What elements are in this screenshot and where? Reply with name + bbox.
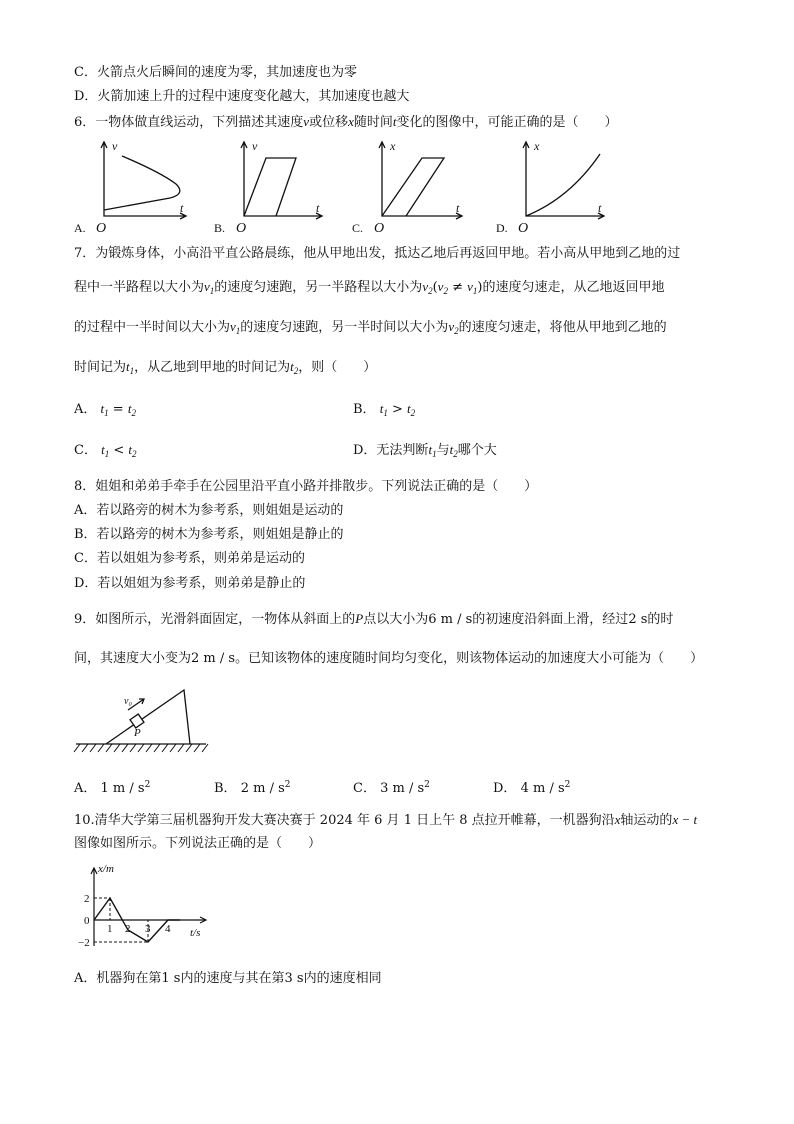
q5-option-c: C．火箭点火后瞬间的速度为零，其加速度也为零: [74, 65, 357, 80]
q10-option-a: A．机器狗在第1 s内的速度与其在第3 s内的速度相同: [74, 971, 382, 986]
graph-a-label: A.: [74, 221, 86, 235]
graph-c-label: C.: [352, 221, 364, 235]
q7-line2: 程中一半路程以大小为$v_1$的速度匀速跑，另一半路程以大小为$v_2(v_2 \ne v_1)$的速度匀速走，从乙地返回甲地: [74, 279, 665, 296]
q8-option-c: C．若以姐姐为参考系，则弟弟是运动的: [74, 551, 305, 566]
q9-option-c: C． 3 m / $s^2$: [353, 780, 430, 796]
q9-option-b: B． 2 m / $s^2$: [214, 780, 291, 796]
q8-option-d: D．若以姐姐为参考系，则弟弟是静止的: [74, 576, 306, 591]
q9-option-a: A． 1 m / $s^2$: [74, 780, 151, 796]
graph-a-origin: O: [96, 221, 107, 236]
q8-option-b: B．若以路旁的树木为参考系，则姐姐是静止的: [74, 527, 344, 542]
xt-xtick-3: 3: [145, 923, 151, 935]
xt-ylabel: x/m: [98, 863, 114, 875]
graph-b-xlabel: t: [316, 201, 320, 215]
graph-d-ylabel: x: [534, 139, 540, 153]
q7-option-b: B． $t_1 > t_2$: [353, 401, 416, 418]
graph-a-ylabel: v: [112, 139, 118, 153]
graph-d-xlabel: t: [598, 201, 602, 215]
q5-option-d: D．火箭加速上升的过程中速度变化越大，其加速度也越大: [74, 89, 410, 104]
q9-option-d: D． 4 m / $s^2$: [493, 780, 571, 796]
q6-stem: 6．一物体做直线运动，下列描述其速度v或位移x随时间t变化的图像中，可能正确的是（ ）: [74, 114, 618, 130]
xt-ytick-0: 0: [84, 915, 90, 927]
graph-a-xlabel: t: [180, 201, 184, 215]
p-label: P: [134, 727, 141, 739]
xt-xtick-1: 1: [107, 923, 113, 935]
q6-graphs: [70, 136, 630, 240]
v0-label: v₀: [124, 696, 132, 707]
graph-d-origin: O: [518, 221, 529, 236]
graph-c-origin: O: [374, 221, 385, 236]
q8-option-a: A．若以路旁的树木为参考系，则姐姐是运动的: [74, 503, 344, 518]
q10-xt-figure: [72, 858, 222, 958]
q7-option-d: D．无法判断$t_1$与$t_2$哪个大: [353, 442, 497, 459]
xt-xtick-4: 4: [165, 923, 171, 935]
q10-line2: 图像如图所示。下列说法正确的是（ ）: [74, 836, 322, 851]
q7-line3: 的过程中一半时间以大小为$v_1$的速度匀速跑，另一半时间以大小为$v_2$的速度匀速走，将他从甲地到乙地的: [74, 319, 667, 336]
graph-b-origin: O: [236, 221, 247, 236]
xt-xlabel: t/s: [190, 927, 201, 939]
xt-ytick-neg2: −2: [78, 937, 90, 949]
q7-option-c: C． $t_1 < t_2$: [74, 442, 137, 459]
q7-option-a: A． $t_1 = t_2$: [74, 401, 136, 418]
graph-b-label: B.: [214, 221, 226, 235]
xt-xtick-2: 2: [125, 923, 131, 935]
q7-line4: 时间记为$t_1$，从乙地到甲地的时间记为$t_2$，则（ ）: [74, 359, 377, 376]
graph-d-label: D.: [496, 221, 508, 235]
q9-line2: 间，其速度大小变为2 m / s。已知该物体的速度随时间均匀变化，则该物体运动的加速度大小可能为（ ）: [74, 651, 704, 666]
q8-stem: 8．姐姐和弟弟手牵手在公园里沿平直小路并排散步。下列说法正确的是（ ）: [74, 479, 538, 494]
graph-c-ylabel: x: [390, 139, 396, 153]
graph-c-xlabel: t: [456, 201, 460, 215]
q10-line1: 10.清华大学第三届机器狗开发大赛决赛于 2024 年 6 月 1 日上午 8 点拉开帷幕，一机器狗沿x轴运动的x − t: [74, 812, 698, 828]
q9-incline-figure: [72, 676, 212, 756]
q9-line1: 9．如图所示，光滑斜面固定，一物体从斜面上的P点以大小为6 m / s的初速度沿斜面上滑，经过2 s的时: [74, 611, 674, 627]
q7-line1: 7．为锻炼身体，小高沿平直公路晨练，他从甲地出发，抵达乙地后再返回甲地。若小高从甲地到乙地的过: [74, 246, 681, 261]
graph-b-ylabel: v: [252, 139, 258, 153]
xt-ytick-2: 2: [84, 893, 90, 905]
